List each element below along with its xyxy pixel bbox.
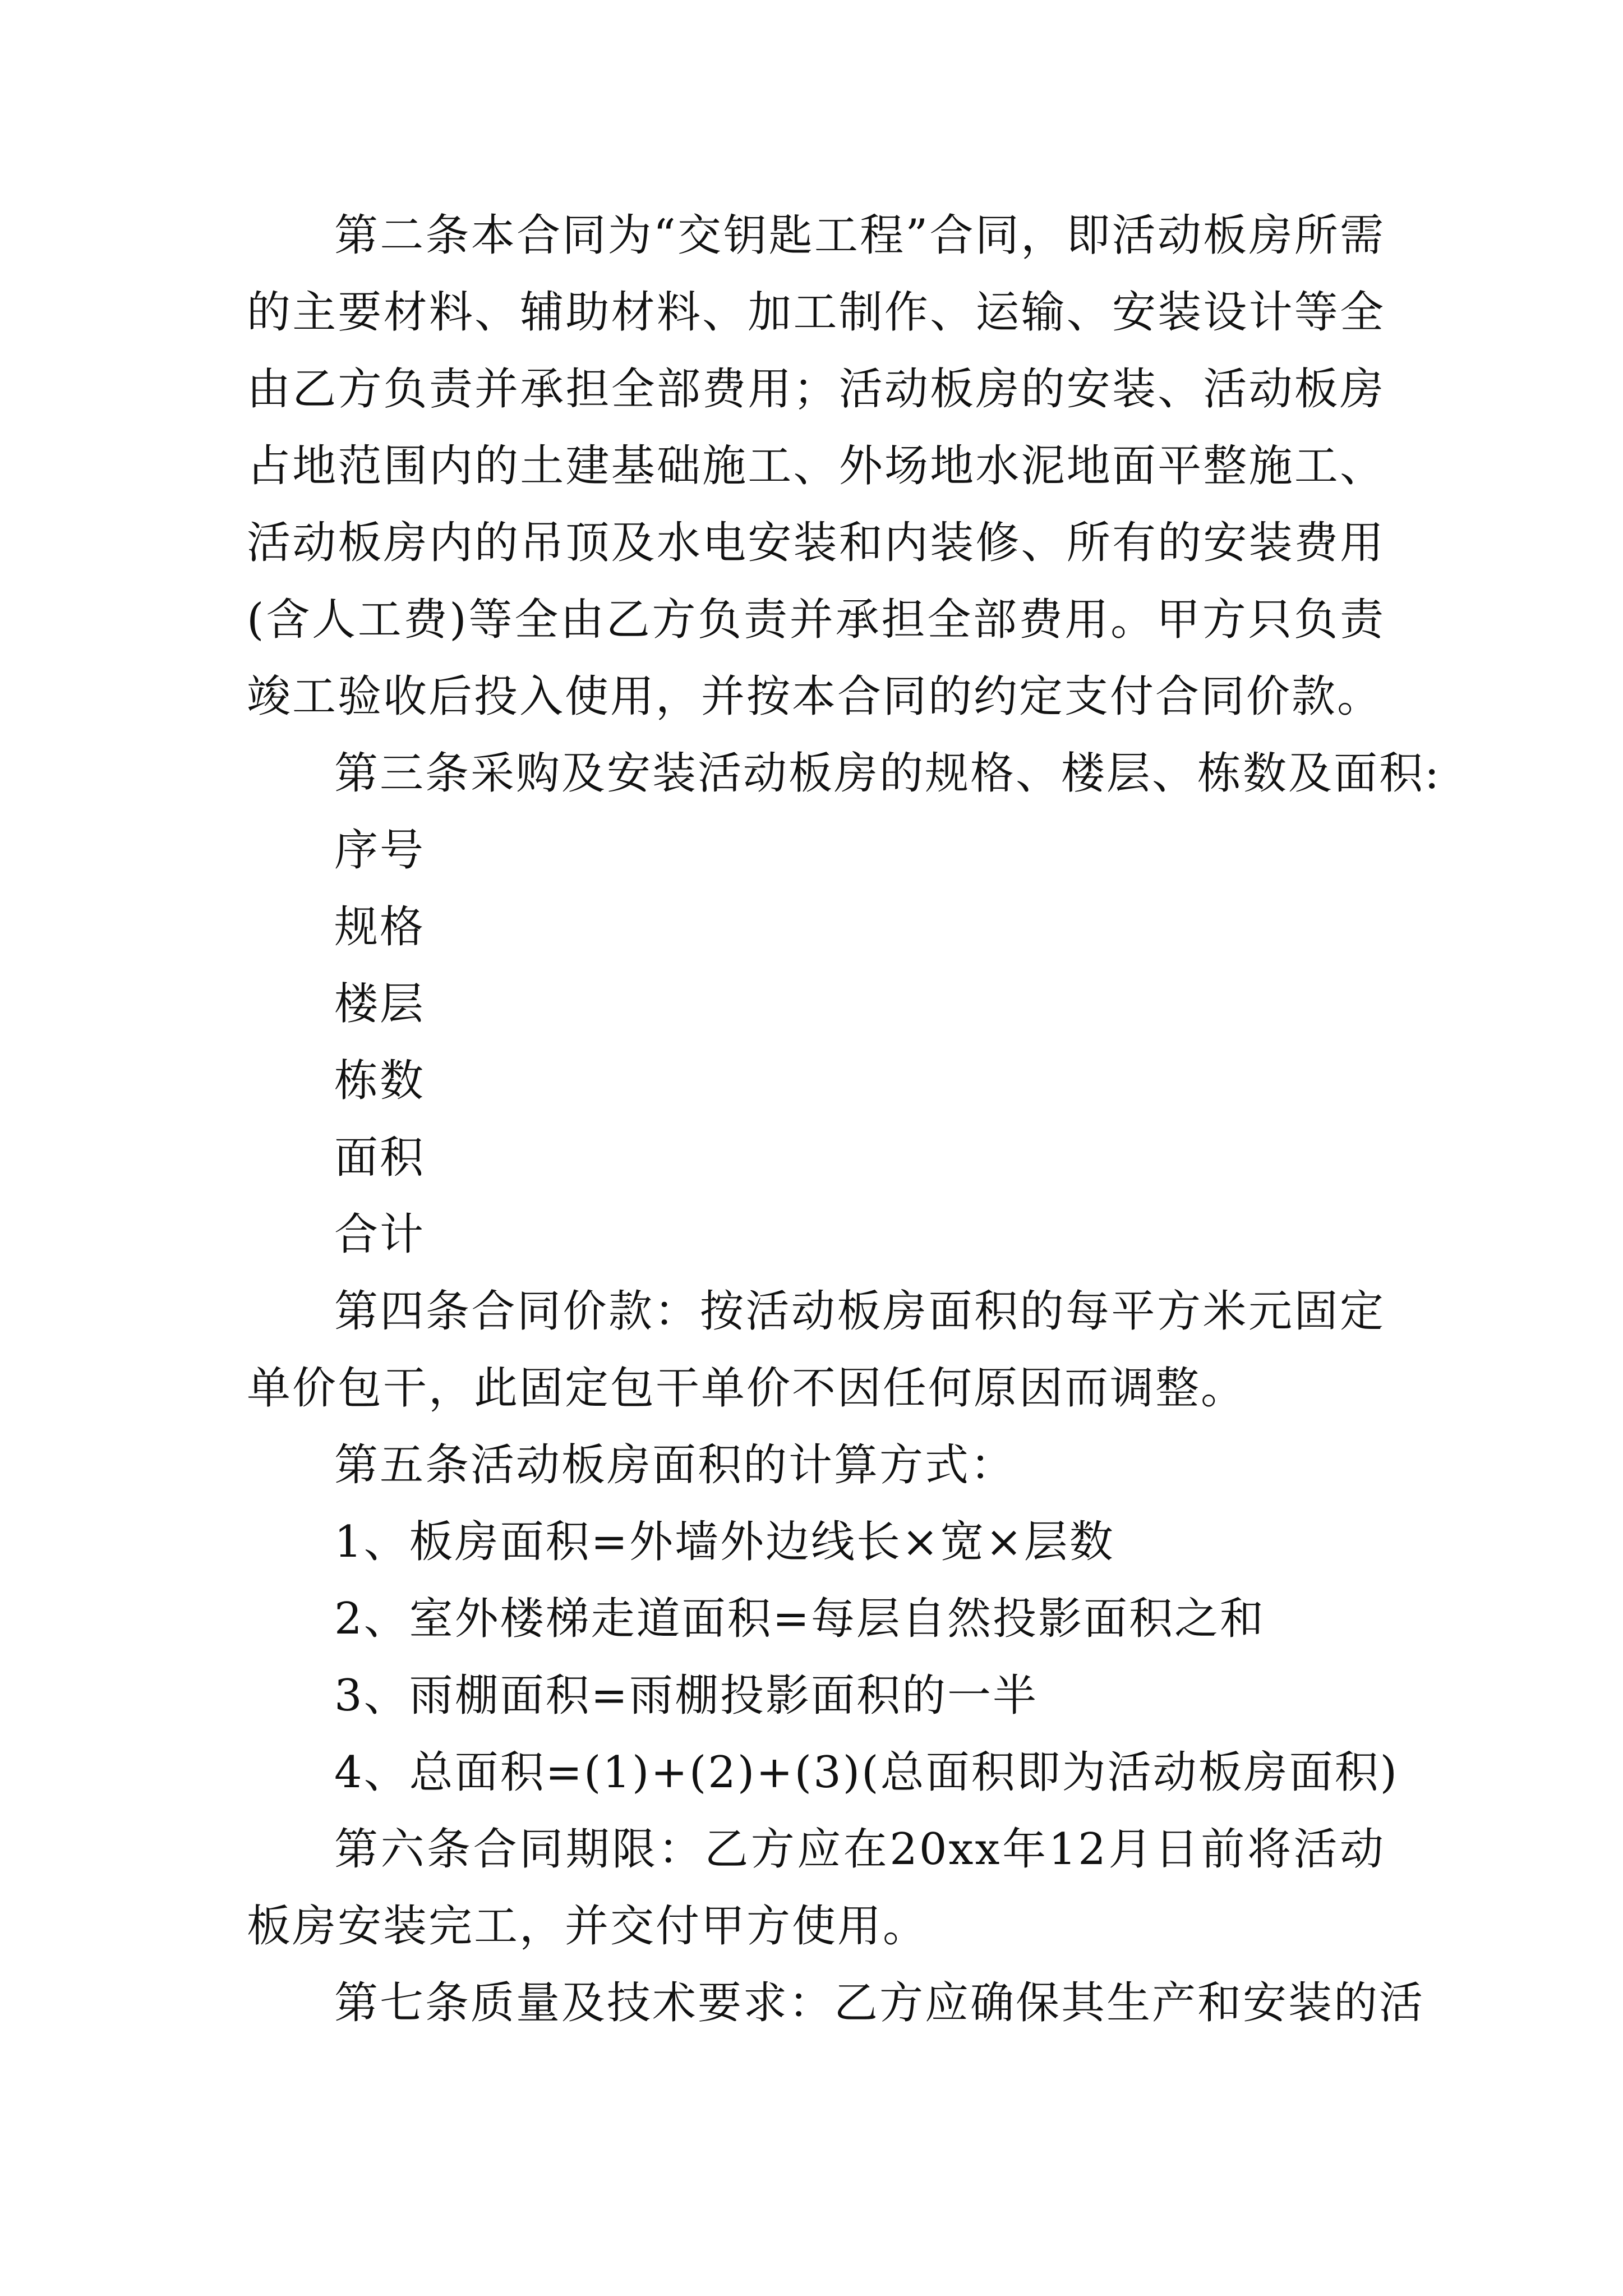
article-6-paragraph: 第六条合同期限：乙方应在20xx年12月日前将活动板房安装完工，并交付甲方使用。: [247, 1824, 1385, 1952]
table-header-specification: 规格: [334, 902, 426, 953]
article-7-paragraph: 第七条质量及技术要求：乙方应确保其生产和安装的活: [334, 1978, 1425, 2028]
table-header-floor: 楼层: [334, 979, 426, 1029]
formula-item: 2、室外楼梯走道面积=每层自然投影面积之和: [334, 1594, 1265, 1644]
formula-item: 4、总面积=(1)+(2)+(3)(总面积即为活动板房面积): [334, 1747, 1399, 1798]
article-2-paragraph: 第二条本合同为“交钥匙工程”合同，即活动板房所需的主要材料、辅助材料、加工制作、运输、安装设计等全由乙方负责并承担全部费用；活动板房的安装、活动板房占地范围内的土建基础施工、外场地水泥地面平整施工、活动板房内的吊顶及水电安装和内装修、所有的安装费用(含人工费)等全由乙方负责并承担全部费用。甲方只负责竣工验收后投入使用，并按本合同的约定支付合同价款。: [247, 210, 1385, 722]
article-4-paragraph: 第四条合同价款：按活动板房面积的每平方米元固定单价包干，此固定包干单价不因任何原因而调整。: [247, 1286, 1385, 1414]
table-header-total: 合计: [334, 1209, 426, 1260]
table-header-serial-number: 序号: [334, 825, 426, 876]
formula-item: 1、板房面积=外墙外边线长×宽×层数: [334, 1517, 1115, 1567]
formula-item: 3、雨棚面积=雨棚投影面积的一半: [334, 1671, 1038, 1721]
table-header-area: 面积: [334, 1133, 426, 1183]
table-header-building-count: 栋数: [334, 1056, 426, 1106]
contract-body: [247, 197, 1441, 2042]
article-3-heading: 第三条采购及安装活动板房的规格、楼层、栋数及面积:: [334, 748, 1441, 799]
article-5-heading: 第五条活动板房面积的计算方式：: [334, 1440, 1016, 1490]
